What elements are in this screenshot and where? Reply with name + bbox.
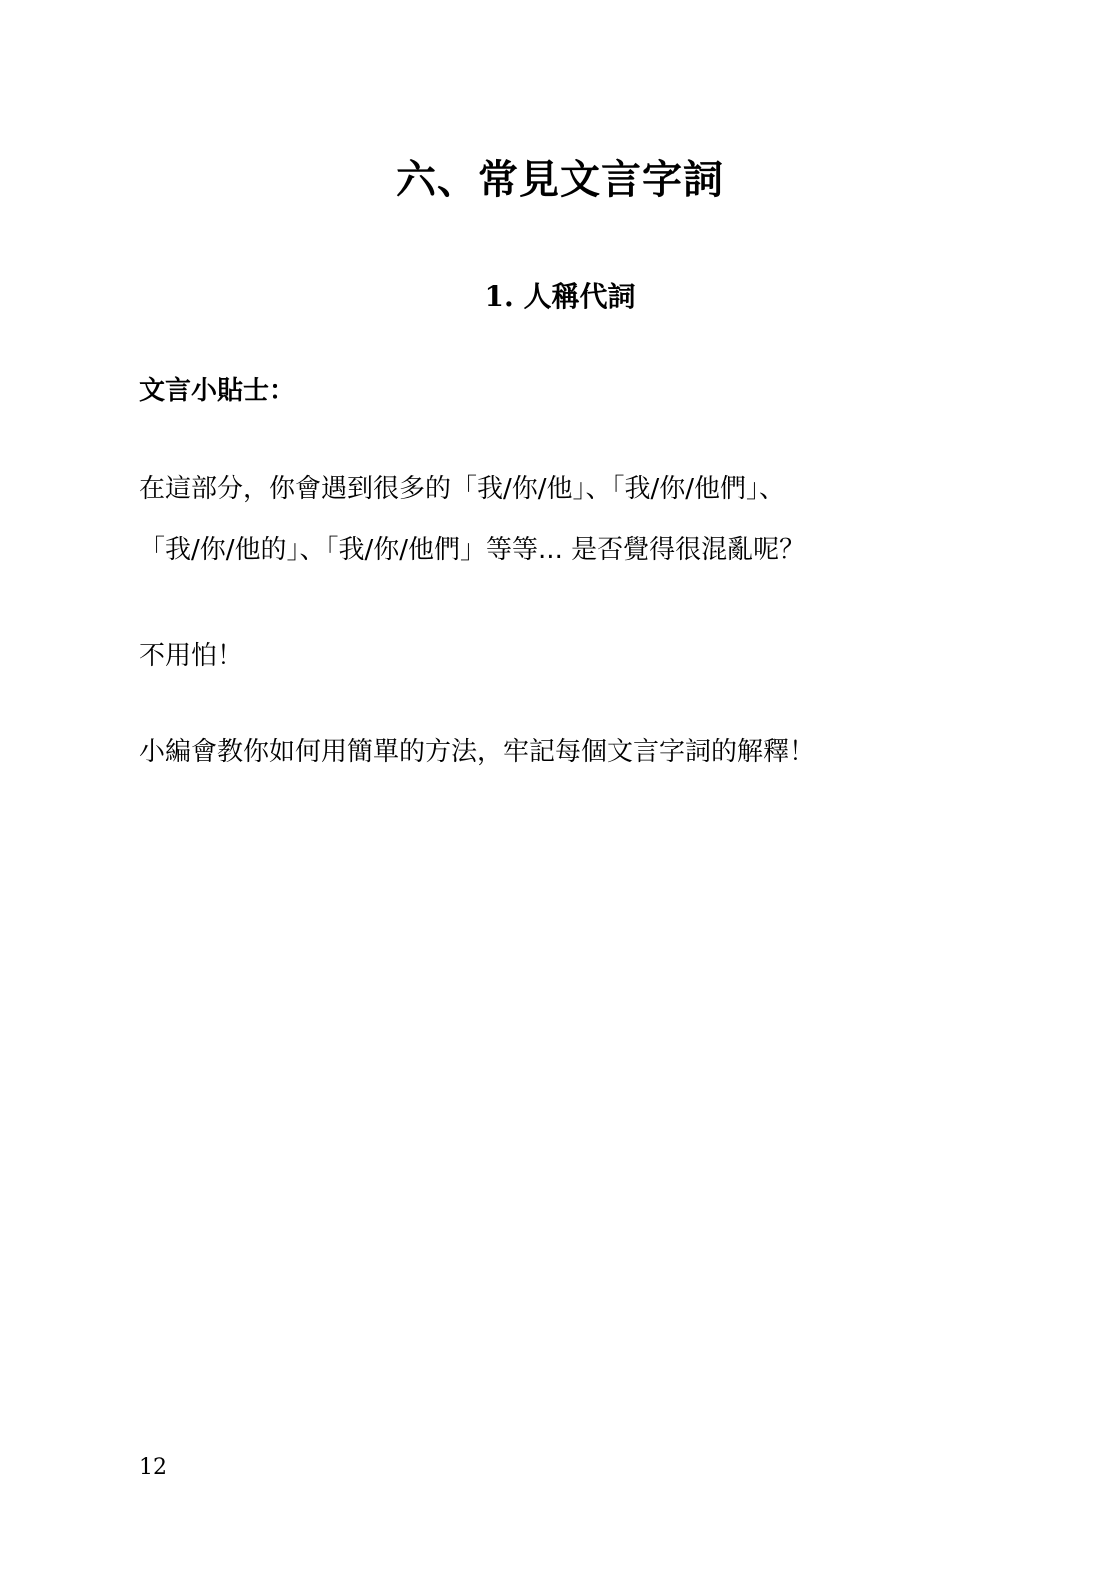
promise-paragraph: 小編會教你如何用簡單的方法，牢記每個文言字詞的解釋！ bbox=[139, 737, 816, 767]
section-title: 人稱代詞 bbox=[523, 280, 636, 313]
tip-label: 文言小貼士： bbox=[139, 376, 296, 406]
intro-line-1: 在這部分，你會遇到很多的「我/你/他」、「我/你/他們」、 bbox=[139, 474, 786, 504]
chapter-title: 六、常見文言字詞 bbox=[396, 157, 724, 203]
intro-paragraph bbox=[139, 459, 999, 581]
page-number: 12 bbox=[139, 1455, 167, 1480]
section-heading bbox=[0, 277, 1120, 317]
intro-line-2: 「我/你/他的」、「我/你/他們」等等... 是否覺得很混亂呢？ bbox=[139, 535, 806, 565]
reassure-paragraph: 不用怕！ bbox=[139, 641, 244, 671]
section-number: 1. bbox=[484, 280, 514, 313]
